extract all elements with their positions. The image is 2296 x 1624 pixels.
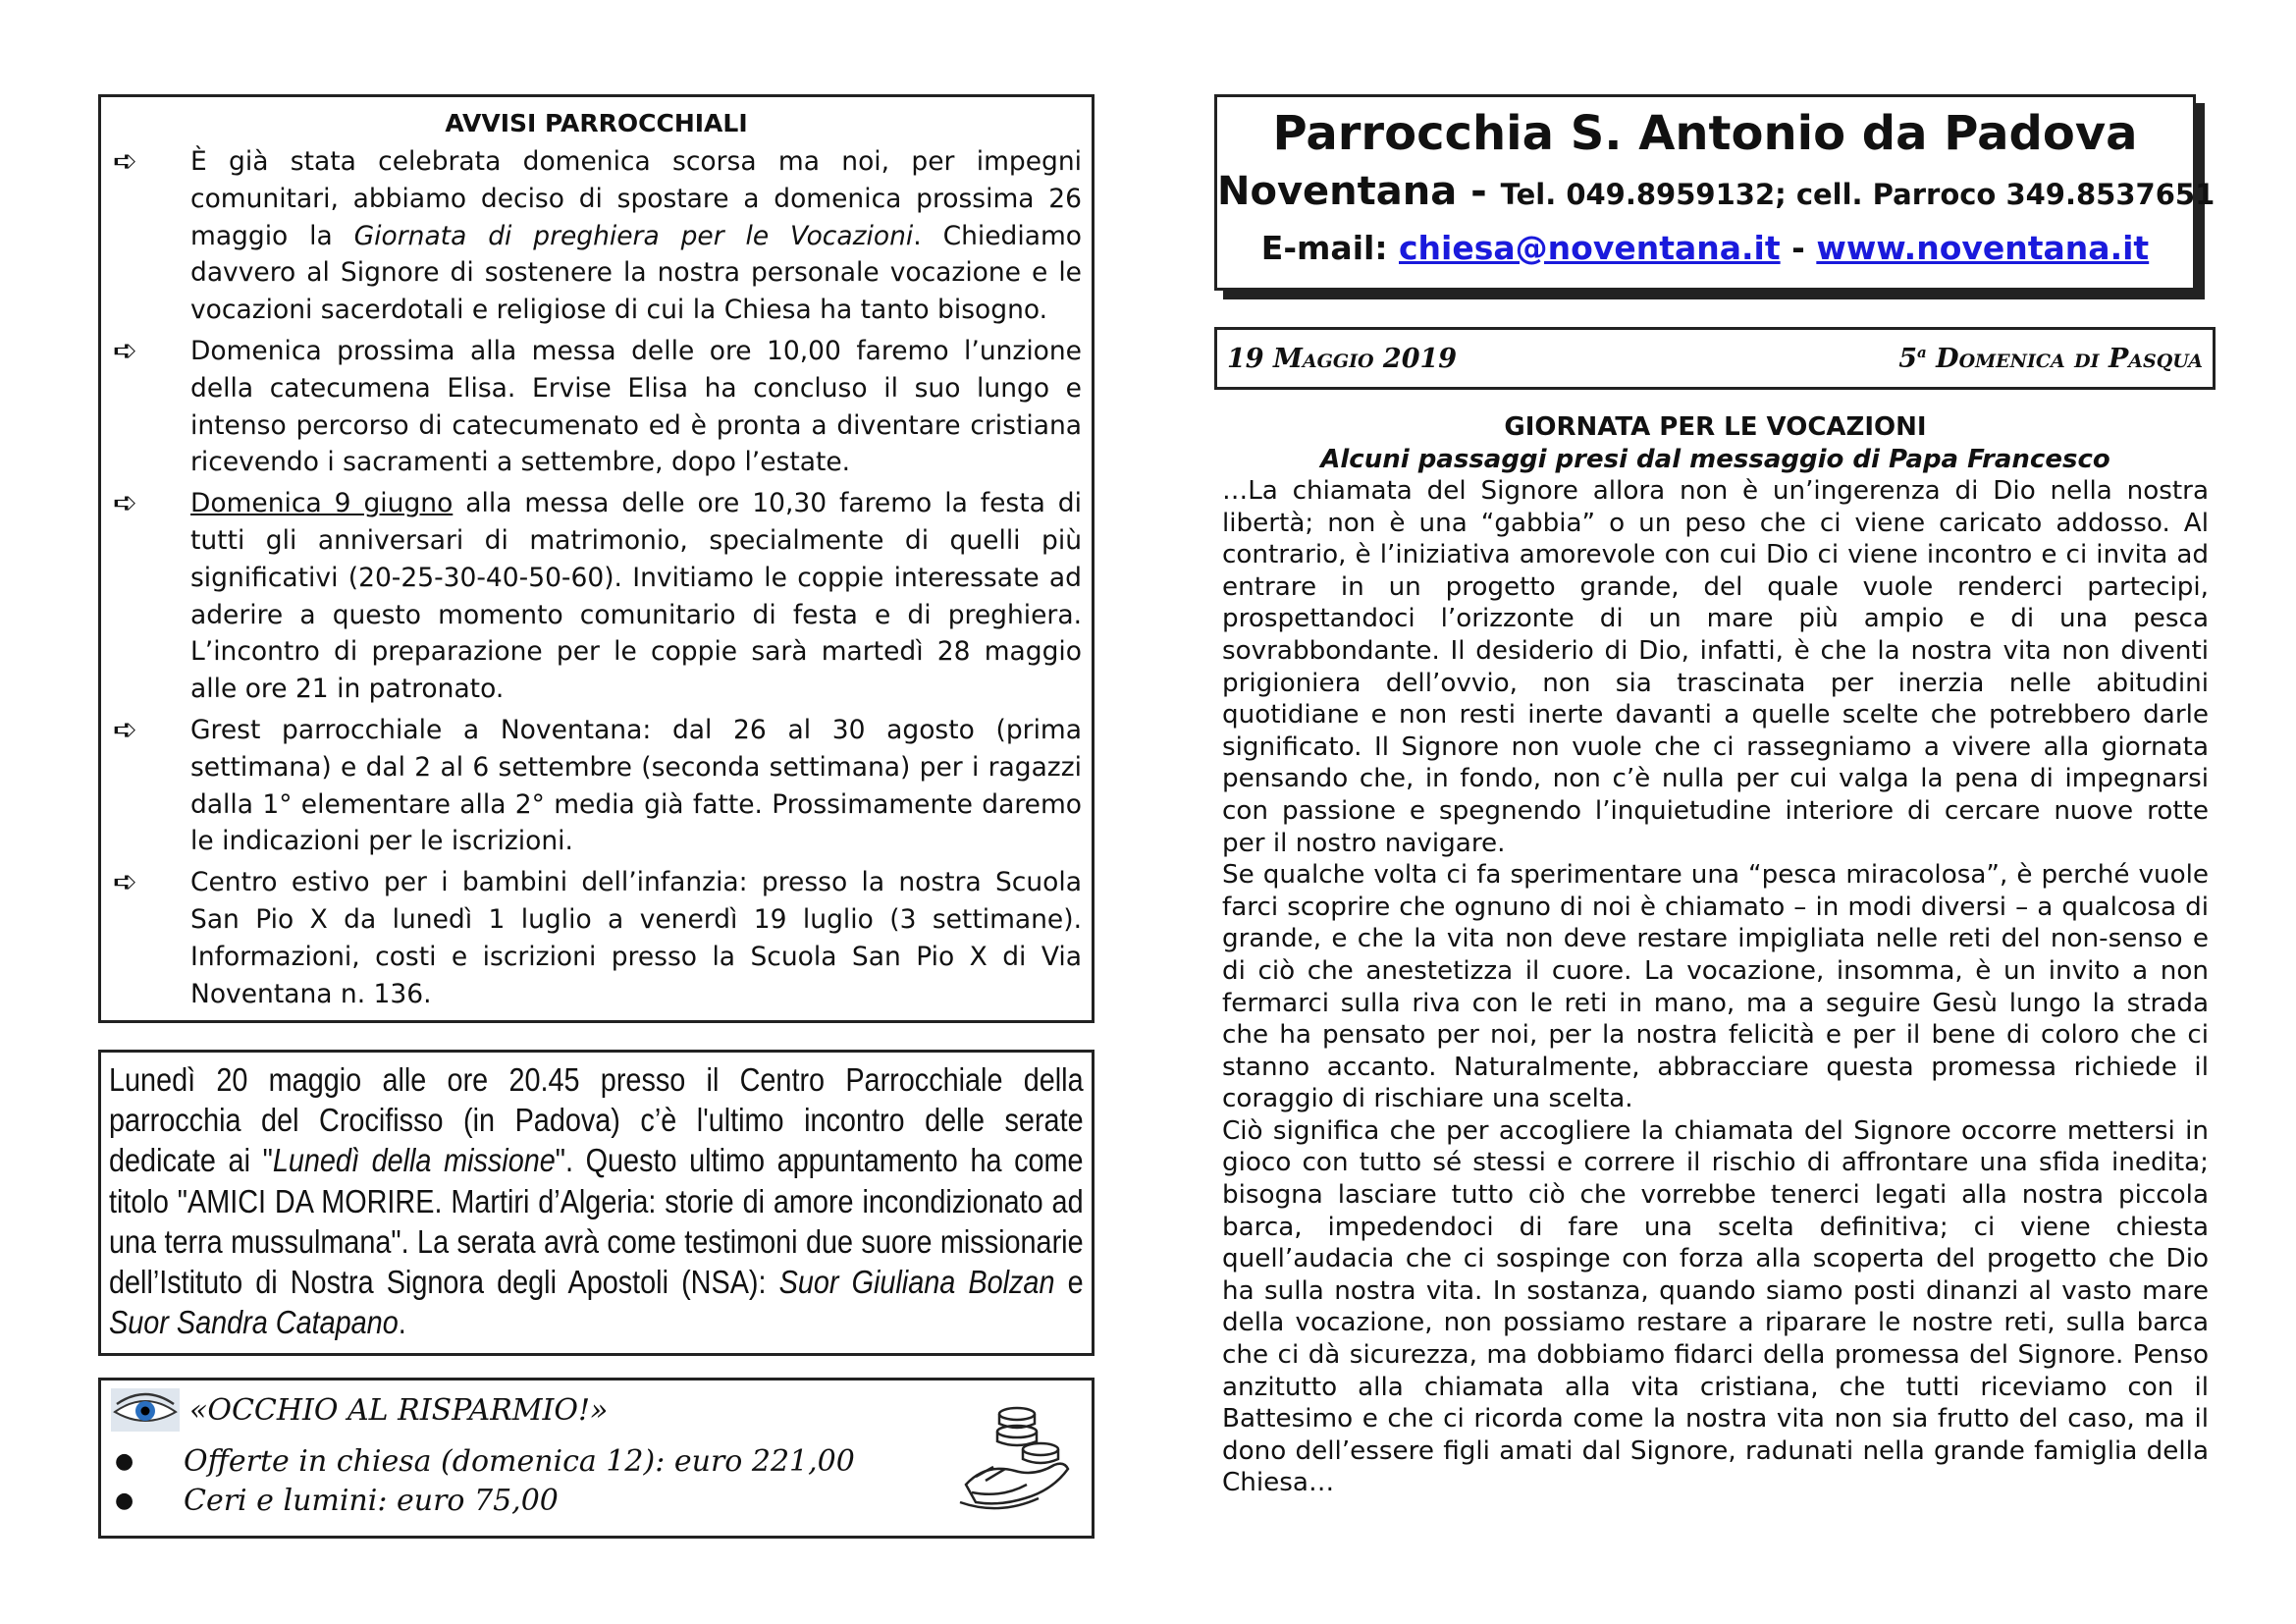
article-title: GIORNATA PER LE VOCAZIONI: [1504, 412, 1927, 442]
arrow-right-icon: ➪: [113, 144, 138, 179]
savings-list: [111, 1441, 1082, 1520]
article-paragraph: Ciò significa che per accogliere la chiamata del Signore occorre mettersi in gioco con tutto sé stessi e correre il rischio di affrontare una sfida inedita; bisogna lasciare tutto ciò che vorrebbe tenerci legati alla nostra piccola barca, impedendoci di fare una scelta definitiva; ci viene chiesta quell’audacia che ci sospinge con forza alla scoperta del progetto che Dio ha sulla nostra vita. In sostanza, quando siamo posti dinanzi al vasto mare della vocazione, non possiamo restare a riparare le nostre reti, sulla barca che ci dà sicurezza, ma dobbiamo fidarci della promessa del Signore. Penso anzitutto alla chiamata alla vita cristiana, che tutti riceviamo con il Battesimo e che ci ricorda come la nostra vita non sia frutto del caso, ma il dono dell’essere figli amati dal Signore, radunati nella grande famiglia della Chiesa…: [1222, 1115, 2209, 1498]
bullet-icon: ●: [115, 1448, 134, 1474]
savings-box: [98, 1378, 1095, 1539]
notice-text: Centro estivo per i bambini dell’infanzia: presso la nostra Scuola San Pio X da lunedì 1 luglio a venerdì 19 luglio (3 settimane). Informazioni, costi e iscrizioni presso la Scuola San Pio X di Via Noventana n. 136.: [190, 867, 1082, 1009]
event-text-part: ". Questo ultimo appuntamento ha come titolo "AMICI DA MORIRE. Martiri d’Algeria: storie di amore incondizionato ad una terra mussulmana". La serata avrà come testimoni due suore missionarie dell’Istituto di Nostra Signora degli Apostoli (NSA):: [109, 1143, 1084, 1302]
mission-event-box: [98, 1050, 1095, 1356]
arrow-right-icon: ➪: [113, 865, 138, 900]
event-text-part: .: [398, 1305, 406, 1342]
email-label: E-mail:: [1260, 229, 1399, 267]
list-item: [111, 1441, 1082, 1481]
article-paragraph: Se qualche volta ci fa sperimentare una “pesca miracolosa”, è perché vuole farci scoprire che ognuno di noi è chiamato – in modi diversi – a qualcosa di grande, e che la vita non deve restare impigliata nelle reti del non-senso e di ciò che anestetizza il cuore. La vocazione, insomma, è un invito a non fermarci sulla riva con le reti in mano, ma a seguire Gesù lungo la strada che ha pensato per noi, per la nostra felicità e per il bene di coloro che ci stanno accanto. Naturalmente, abbracciare questa promessa richiede il coraggio di rischiare una scelta.: [1222, 860, 2209, 1114]
page-title: Parrocchia S. Antonio da Padova: [1272, 106, 2138, 161]
notice-text: Domenica prossima alla messa delle ore 10,00 faremo l’unzione della catecumena Elisa. Ervise Elisa ha concluso il suo lungo e intenso percorso di catecumenato ed è pronta a diventare cristiana ricevendo i sacramenti a settembre, dopo l’estate.: [190, 335, 1082, 478]
notice-text: Grest parrocchiale a Noventana: dal 26 al 30 agosto (prima settimana) e dal 2 al 6 settembre (seconda settimana) per i ragazzi dalla 1° elementare alla 2° media già fatte. Prossimamente daremo le indicazioni per le iscrizioni.: [190, 714, 1082, 857]
savings-item-text: Offerte in chiesa (domenica 12): euro 221,00: [184, 1443, 855, 1479]
parish-header: [1214, 94, 2216, 291]
date-bar: [1214, 327, 2216, 390]
separator: -: [1780, 229, 1817, 267]
phone-numbers: Tel. 049.8959132; cell. Parroco 349.8537651: [1500, 178, 2216, 211]
event-emphasis: Suor Sandra Catapano: [109, 1305, 399, 1342]
bullet-icon: ●: [115, 1488, 134, 1513]
avvisi-heading: AVVISI PARROCCHIALI: [445, 109, 748, 137]
notice-item: [109, 485, 1084, 708]
event-emphasis: Lunedì della missione: [272, 1143, 556, 1180]
arrow-right-icon: ➪: [113, 486, 138, 521]
notice-text-part: È già stata celebrata domenica scorsa ma noi, per impegni comunitari, abbiamo deciso di spostare a domenica prossima 26 maggio la: [190, 146, 1082, 251]
sunday-ordinal: a: [1917, 343, 1927, 361]
sunday-number: 5: [1898, 343, 1918, 374]
email-line: [1217, 227, 2193, 270]
savings-title-row: [111, 1386, 1082, 1434]
savings-title: «OCCHIO AL RISPARMIO!»: [189, 1392, 609, 1428]
notice-item: [109, 864, 1084, 1012]
notice-emphasis: Giornata di preghiera per le Vocazioni: [353, 220, 914, 251]
date-month: Maggio: [1272, 343, 1374, 374]
arrow-right-icon: ➪: [113, 712, 138, 747]
notice-item: [109, 333, 1084, 481]
notice-text-part: . Chiediamo davvero al Signore di sostenere la nostra personale vocazione e le vocazioni sacerdotali e religiose di cui la Chiesa ha tanto bisogno.: [190, 220, 1082, 326]
event-emphasis: Suor Giuliana Bolzan: [778, 1265, 1055, 1302]
notice-item: [109, 712, 1084, 860]
date-day: 19: [1227, 343, 1273, 374]
liturgical-sunday: [1898, 344, 2203, 374]
article-paragraph: …La chiamata del Signore allora non è un’ingerenza di Dio nella nostra libertà; non è una “gabbia” o un peso che ci viene caricato addosso. Al contrario, è l’iniziativa amorevole con cui Dio ci viene incontro e ci invita ad entrare in un progetto grande, del quale vuole renderci partecipi, prospettandoci l’orizzonte di un mare più ampio e di una pesca sovrabbondante. Il desiderio di Dio, infatti, è che la nostra vita non diventi prigioniera dell’ovvio, non sia trascinata per inerzia nelle abitudini quotidiane e non resti inerte davanti a quelle scelte che potrebbero darle significato. Il Signore non vuole che ci rassegniamo a vivere alla giornata pensando che, in fondo, non c’è nulla per cui valga la pena di impegnarsi con passione e spegnendo l’inquietudine interiore di cercare nuove rotte per il nostro navigare.: [1222, 476, 2209, 858]
event-text-part: Lunedì 20 maggio alle ore 20.45 presso il Centro Parrocchiale della parrocchia del Crocifisso (in Padova) c’è l'ultimo incontro delle serate dedicate ai ": [109, 1062, 1084, 1180]
eye-icon: [111, 1388, 180, 1432]
coins-hand-icon: [956, 1394, 1074, 1522]
arrow-right-icon: ➪: [113, 333, 138, 368]
email-link[interactable]: chiesa@noventana.it: [1399, 229, 1781, 267]
contact-line: [1217, 164, 2216, 227]
notice-text-part: alla messa delle ore 10,30 faremo la festa di tutti gli anniversari di matrimonio, specialmente di quelli più significativi (20-25-30-40-50-60). Invitiamo le coppie interessate ad aderire a questo momento comunitario di festa e di preghiera. L’incontro di preparazione per le coppie sarà martedì 28 maggio alle ore 21 in patronato.: [190, 488, 1082, 705]
notice-item: [109, 143, 1084, 329]
article-subtitle: Alcuni passaggi presi dal messaggio di Papa Francesco: [1320, 445, 2110, 474]
list-item: [111, 1481, 1082, 1520]
savings-item-text: Ceri e lumini: euro 75,00: [184, 1483, 559, 1518]
sunday-name: Domenica di Pasqua: [1926, 343, 2203, 374]
notice-text: [190, 143, 1084, 329]
notice-underlined-date: Domenica 9 giugno: [190, 488, 454, 519]
notice-text: [190, 485, 1084, 708]
place-name: Noventana -: [1217, 169, 1501, 214]
mission-event-text: [109, 1060, 1084, 1343]
avvisi-box: [98, 94, 1095, 1023]
date-year: 2019: [1373, 343, 1458, 374]
event-text-part: e: [1054, 1265, 1084, 1302]
issue-date: [1227, 344, 1457, 374]
vocations-article: [1222, 410, 2209, 1499]
website-link[interactable]: www.noventana.it: [1816, 229, 2150, 267]
